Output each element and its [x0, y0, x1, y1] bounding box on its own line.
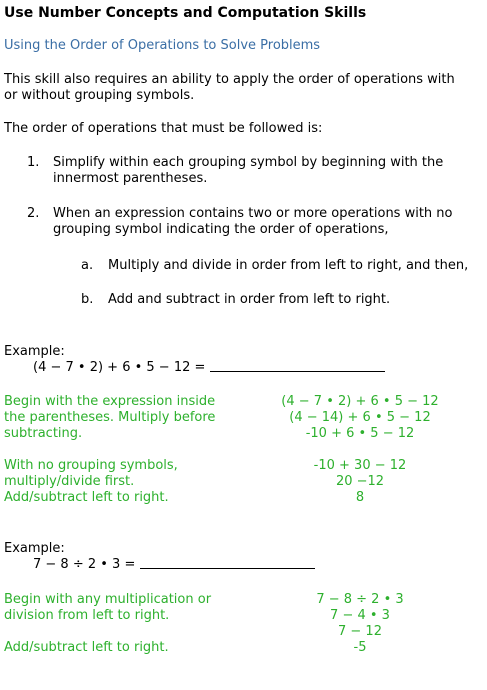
example-1-work-step: -10 + 6 • 5 − 12 [305, 426, 415, 441]
example-1-label: Example: [4, 344, 65, 359]
substep-b-text: Add and subtract in order from left to right. [108, 292, 391, 307]
order-intro: The order of operations that must be followed is: [4, 121, 323, 136]
example-2-explanation-1-line-2: division from left to right. [4, 608, 170, 623]
example-1-explanation-2-line-1: With no grouping symbols, [4, 458, 178, 473]
step-2-line-2: grouping symbol indicating the order of operations, [53, 222, 389, 237]
example-2-explanation-1-line-1: Begin with any multiplication or [4, 592, 212, 607]
example-2-label: Example: [4, 541, 65, 556]
example-1-answer-blank [210, 371, 385, 372]
example-1-work-step: 8 [355, 490, 365, 505]
step-2-line-1: When an expression contains two or more operations with no [53, 206, 453, 221]
substep-b-letter: b. [81, 292, 94, 307]
section-subtitle: Using the Order of Operations to Solve Problems [4, 38, 321, 53]
intro-line-2: or without grouping symbols. [4, 88, 195, 103]
example-1-explanation-2-line-2: multiply/divide first. [4, 474, 135, 489]
example-1-explanation-1-line-3: subtracting. [4, 426, 83, 441]
example-2-answer-blank [140, 568, 315, 569]
example-1-explanation-2-line-3: Add/subtract left to right. [4, 490, 169, 505]
example-1-expression: (4 − 7 • 2) + 6 • 5 − 12 = [33, 360, 206, 375]
example-2-work-step: 7 − 12 [338, 624, 382, 639]
step-1-line-2: innermost parentheses. [53, 171, 208, 186]
example-2-expression: 7 − 8 ÷ 2 • 3 = [33, 557, 136, 572]
example-2-work-step: 7 − 4 • 3 [330, 608, 390, 623]
example-2-problem [33, 557, 315, 572]
intro-line-1: This skill also requires an ability to apply the order of operations with [4, 72, 455, 87]
example-2-explanation-2-line-1: Add/subtract left to right. [4, 640, 169, 655]
step-1-line-1: Simplify within each grouping symbol by beginning with the [53, 155, 444, 170]
example-2-work-step: 7 − 8 ÷ 2 • 3 [316, 592, 404, 607]
example-1-problem [33, 360, 385, 375]
step-2-number: 2. [27, 206, 40, 221]
example-1-explanation-1-line-2: the parentheses. Multiply before [4, 410, 216, 425]
example-1-work-step: 20 −12 [335, 474, 385, 489]
substep-a-letter: a. [81, 258, 94, 273]
example-1-work-step: (4 − 14) + 6 • 5 − 12 [289, 410, 431, 425]
example-1-work-step: -10 + 30 − 12 [313, 458, 407, 473]
example-1-explanation-1-line-1: Begin with the expression inside [4, 394, 216, 409]
example-2-work-step: -5 [353, 640, 367, 655]
page-title: Use Number Concepts and Computation Skills [4, 5, 367, 21]
example-1-work-step: (4 − 7 • 2) + 6 • 5 − 12 [281, 394, 439, 409]
step-1-number: 1. [27, 155, 40, 170]
substep-a-text: Multiply and divide in order from left to right, and then, [108, 258, 469, 273]
